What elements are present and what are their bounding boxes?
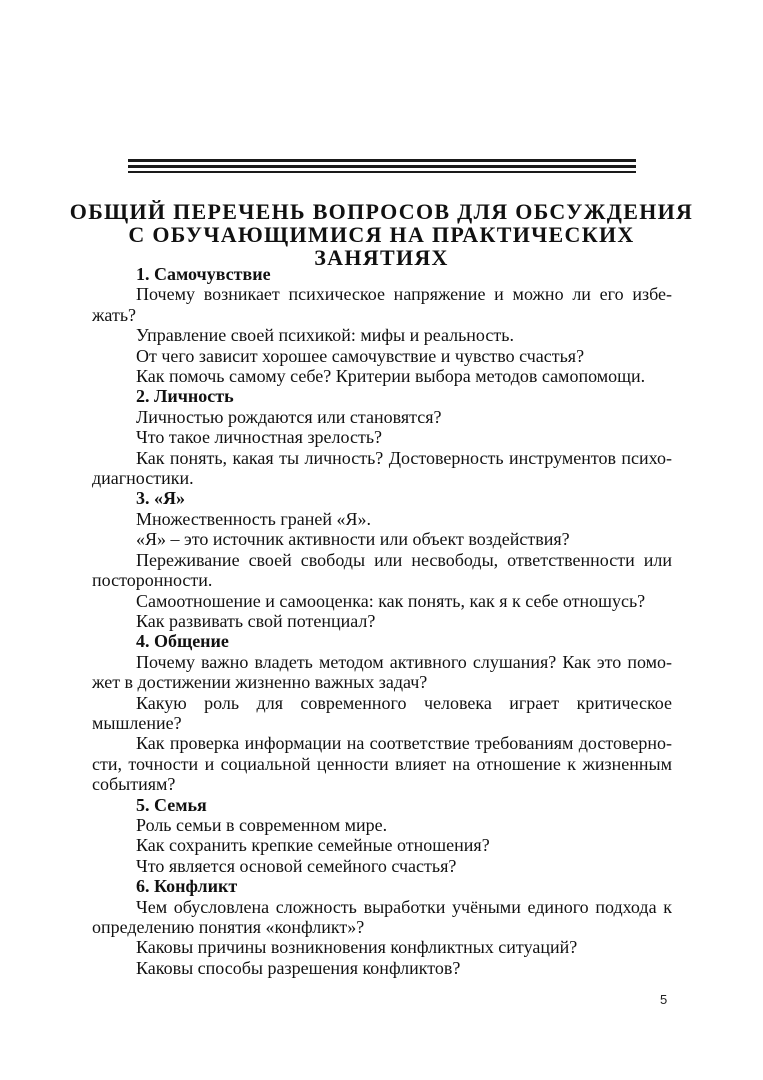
question-item: Каковы причины возникновения конфликтных ситуаций?	[136, 937, 578, 958]
page-title	[60, 200, 703, 269]
section-communication	[92, 631, 672, 794]
section-heading: 6. Конфликт	[136, 876, 238, 897]
question-item: От чего зависит хорошее самочувствие и чувство счастья?	[136, 345, 585, 366]
question-item: Управление своей психикой: мифы и реальность.	[136, 325, 514, 346]
page-number: 5	[660, 992, 668, 1007]
section-personality	[92, 386, 672, 488]
question-item: Как помочь самому себе? Критерии выбора методов самопомощи.	[136, 366, 646, 387]
question-item: Почему возникает психическое напряжение и можно ли его избе-жать?	[92, 284, 672, 325]
page-title-line-1: ОБЩИЙ ПЕРЕЧЕНЬ ВОПРОСОВ ДЛЯ ОБСУЖДЕНИЯ	[69, 199, 694, 224]
question-item: Как понять, какая ты личность? Достоверность инструментов психо-диагностики.	[92, 447, 672, 489]
question-item: Как проверка информации на соответствие требованиям достоверно-сти, точности и социальной ценности влияет на отношение к жизненным событиям?	[92, 733, 672, 795]
question-item: Множественность граней «Я».	[136, 508, 371, 529]
question-item: «Я» – это источник активности или объект воздействия?	[136, 529, 570, 550]
section-heading: 2. Личность	[136, 386, 234, 407]
question-item: Как развивать свой потенциал?	[136, 610, 376, 631]
question-item: Как сохранить крепкие семейные отношения?	[136, 835, 490, 856]
section-heading: 1. Самочувствие	[136, 264, 271, 284]
question-item: Переживание своей свободы или несвободы, ответственности или посторонности.	[92, 549, 672, 591]
section-heading: 3. «Я»	[136, 488, 185, 509]
section-conflict	[92, 876, 672, 978]
page-title-line-2: С ОБУЧАЮЩИМИСЯ НА ПРАКТИЧЕСКИХ ЗАНЯТИЯХ	[128, 222, 635, 270]
question-item: Какую роль для современного человека играет критическое мышление?	[92, 692, 672, 733]
question-item: Каковы способы разрешения конфликтов?	[136, 957, 461, 978]
question-item: Роль семьи в современном мире.	[136, 814, 388, 835]
question-item: Чем обусловлена сложность выработки учёными единого подхода к определению понятия «конфликт»?	[92, 896, 672, 937]
header-rule-top	[128, 159, 636, 162]
section-heading: 5. Семья	[136, 794, 207, 815]
section-self	[92, 488, 672, 631]
question-list	[92, 264, 672, 978]
section-wellbeing	[92, 264, 672, 386]
header-rule-bottom	[128, 171, 636, 173]
question-item: Почему важно владеть методом активного слушания? Как это помо-жет в достижении жизненно важных задач?	[92, 651, 672, 693]
section-family	[92, 795, 672, 877]
header-rule-middle	[128, 165, 636, 168]
question-item: Личностью рождаются или становятся?	[136, 406, 442, 427]
question-item: Самоотношение и самооценка: как понять, как я к себе отношусь?	[136, 590, 646, 611]
section-heading: 4. Общение	[136, 631, 229, 652]
question-item: Что является основой семейного счастья?	[136, 855, 457, 876]
question-item: Что такое личностная зрелость?	[136, 427, 383, 448]
